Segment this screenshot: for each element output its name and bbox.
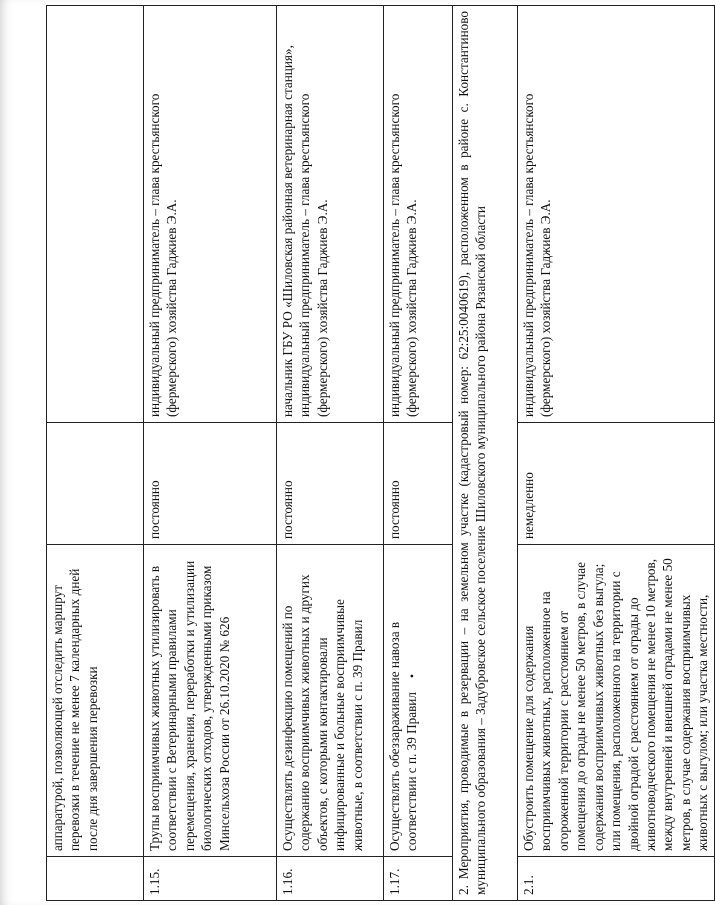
action-cell: аппаратурой, позволяющей отследить маршрут перевозки в течение не менее 7 календарных дней после дня завершения перевозки [47, 545, 144, 857]
row-number [47, 857, 144, 901]
action-cell: Трупы восприимчивых животных утилизировать в соответствии с Ветеринарными правилами перемещения, хранения, переработки и утилизации биологических отходов, утвержденными приказом Минсельхоза России от 26.10.2020 № 626 [144, 545, 277, 857]
table-row [518, 6, 715, 901]
action-cell [384, 545, 453, 857]
term-cell: постоянно [144, 423, 277, 545]
term-cell: постоянно [384, 423, 453, 545]
section-text: Мероприятия, проводимые в резервации – на земельном участке (кадастровый номер: 62:25:0040619), расположенном в районе с. Константиново муниципального образования – Задубровское сельское поселение Шиловского муниципального района Рязанской области [456, 11, 489, 895]
action-cell: Осуществлять дезинфекцию помещений по содержанию восприимчивых животных и других объектов, с которыми контактировали инфицированные и больные восприимчивые животные, в соответствии с п. 39 Правил [277, 545, 384, 857]
responsible-cell: индивидуальный предприниматель – глава крестьянского (фермерского) хозяйства Гаджиев Э.А. [518, 6, 715, 423]
responsible-cell: индивидуальный предприниматель – глава крестьянского (фермерского) хозяйства Гаджиев Э.А. [384, 6, 453, 423]
term-cell: постоянно [277, 423, 384, 545]
table-row [277, 6, 384, 901]
section-number: 2. [456, 885, 471, 895]
section-heading [453, 6, 518, 901]
responsible-cell [47, 6, 144, 423]
table-row [384, 6, 453, 901]
table-row [144, 6, 277, 901]
rotated-page [46, 6, 711, 901]
responsible-cell: индивидуальный предприниматель – глава крестьянского (фермерского) хозяйства Гаджиев Э.А. [144, 6, 277, 423]
term-cell [47, 423, 144, 545]
term-cell: немедленно [518, 423, 715, 545]
action-cell: Обустроить помещение для содержания восприимчивых животных, расположенное на огороженной территории с расстоянием от помещения до ограды не менее 50 метров, в случае содержания восприимчивых животных без выгула; или помещения, расположенного на территории с двойной оградой с расстоянием от ограды до животноводческого помещения не менее 10 метров, между внутренней и внешней оградами не менее 50 метров, в случае содержания восприимчивых животных с выгулом; или участка местности, [518, 545, 715, 857]
row-number: 1.17. [384, 857, 453, 901]
row-number: 1.16. [277, 857, 384, 901]
section-row [453, 6, 518, 901]
row-number: 1.15. [144, 857, 277, 901]
action-text: Осуществлять обеззараживание навоза в соответствии с п. 39 Правил [387, 621, 420, 851]
row-number: 2.1. [518, 857, 715, 901]
measures-table [46, 5, 715, 901]
document-body [46, 6, 711, 901]
responsible-cell: начальник ГБУ РО «Шиловская районная ветеринарная станция», индивидуальный предприниматель – глава крестьянского (фермерского) хозяйства Гаджиев Э.А. [277, 6, 384, 423]
table-row [47, 6, 144, 901]
stray-dot: • [405, 673, 420, 679]
